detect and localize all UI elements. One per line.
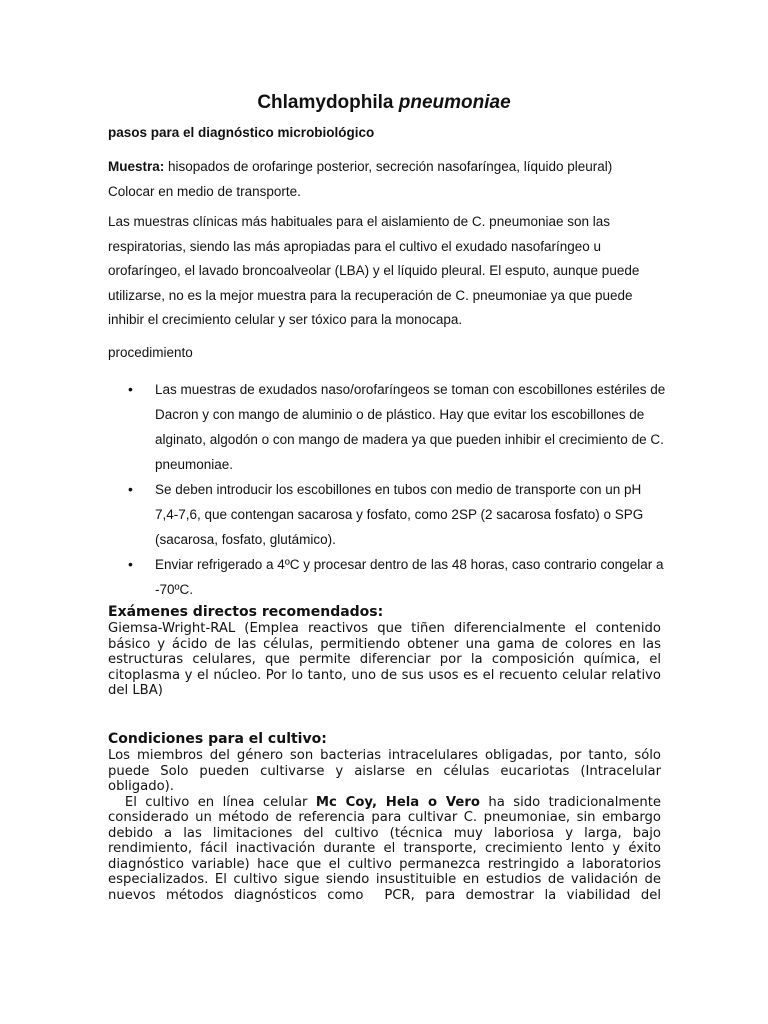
list-item [128, 377, 668, 477]
examenes-text: Giemsa-Wright-RAL (Emplea reactivos que tiñen diferencialmente el contenido básico y ácido de las células, permitiendo obtener una gama de colores en las estructuras celulares, que permite diferenciar por la composición química, el citoplasma y el núcleo. Por lo tanto, uno de sus usos es el recuento celular relativo del LBA) [108, 621, 661, 698]
cultivo-text-2-pre: El cultivo en línea celular [108, 794, 316, 810]
bullet-icon: • [128, 481, 133, 497]
list-item-text: Las muestras de exudados naso/orofaríngeos se toman con escobillones estériles de Dacron y con mango de aluminio o de plástico. Hay que evitar los escobillones de alginato, algodón o con mango de madera ya que pueden inhibir el crecimiento de C. pneumoniae. [155, 382, 666, 472]
title-main: Chlamydophila [257, 92, 394, 113]
list-item-text: Se deben introducir los escobillones en tubos con medio de transporte con un pH 7,4-7,6, que contengan sacarosa y fosfato, como 2SP (2 sacarosa fosfato) o SPG (sacarosa, fosfato, glutámico). [155, 482, 644, 547]
procedimiento-list [128, 377, 668, 602]
list-item [128, 552, 668, 602]
muestra-label: Muestra: [108, 159, 165, 174]
page-title [0, 92, 768, 114]
subtitle: pasos para el diagnóstico microbiológico [108, 125, 375, 140]
cell-lines: Mc Coy, Hela o Vero [315, 794, 480, 810]
list-item [128, 477, 668, 552]
cultivo-text-1: Los miembros del género son bacterias intracelulares obligadas, por tanto, sólo puede Solo pueden cultivarse y aislarse en células eucariotas (Intracelular obligado). [108, 748, 661, 794]
cultivo-heading: Condiciones para el cultivo: [108, 731, 327, 747]
title-italic: pneumoniae [398, 92, 511, 113]
cultivo-text-2-post: ha sido tradicionalmente considerado un método de referencia para cultivar C. pneumoniae, sin embargo debido a las limitaciones del cultivo (técnica muy laboriosa y larga, bajo rendimiento, fácil inactivación durante el transporte, crecimiento lento y éxito diagnóstico variable) hace que el cultivo permanezca restringido a laboratorios especializados. El cultivo sigue siendo insustituible en estudios de validación de nuevos métodos diagnósticos como PCR, para demostrar la viabilidad del [108, 794, 666, 903]
cultivo-text-2 [108, 794, 666, 904]
bullet-icon: • [128, 556, 133, 572]
muestra-block [108, 154, 668, 204]
paragraph-muestras: Las muestras clínicas más habituales para el aislamiento de C. pneumoniae son las respiratorias, siendo las más apropiadas para el cultivo el exudado nasofaríngeo u orofaríngeo, el lavado broncoalveolar (LBA) y el líquido pleural. El esputo, aunque puede utilizarse, no es la mejor muestra para la recuperación de C. pneumoniae ya que puede inhibir el crecimiento celular y ser tóxico para la monocapa. [108, 214, 640, 328]
muestra-line2: Colocar en medio de transporte. [108, 184, 301, 199]
bullet-icon: • [128, 381, 133, 397]
cultivo-section [108, 731, 666, 903]
examenes-heading: Exámenes directos recomendados: [108, 604, 384, 620]
procedimiento-label: procedimiento [108, 345, 193, 360]
muestra-text: hisopados de orofaringe posterior, secreción nasofaríngea, líquido pleural) [164, 159, 613, 174]
examenes-section [108, 604, 661, 699]
list-item-text: Enviar refrigerado a 4ºC y procesar dentro de las 48 horas, caso contrario congelar a -70ºC. [155, 557, 664, 597]
